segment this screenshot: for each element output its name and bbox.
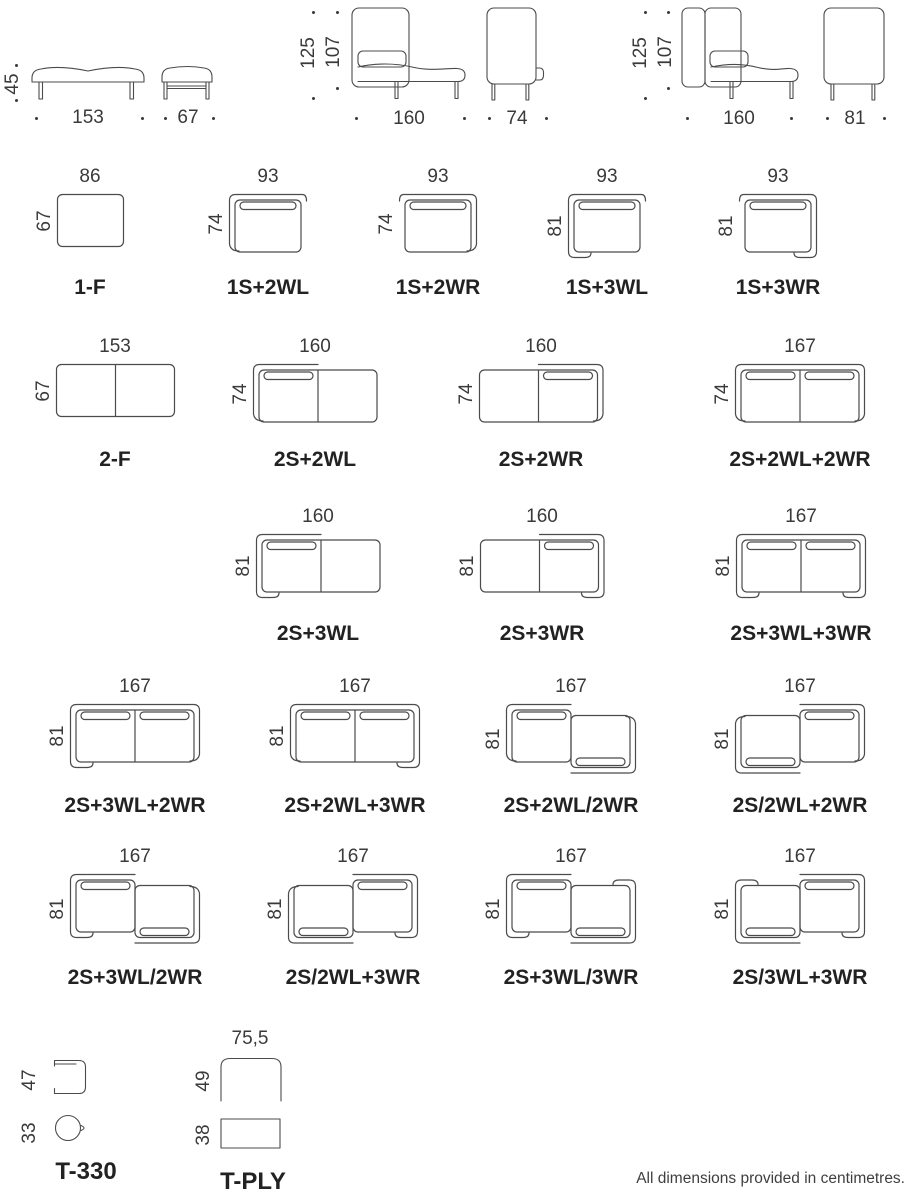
- bench-side-width-dim: 67: [177, 107, 199, 128]
- plan-drawing-2-f: [54, 362, 177, 419]
- plan-drawing-1s-2wr: [397, 192, 479, 255]
- plan-caption: 2S+3WL+2WR: [64, 794, 206, 817]
- plan-drawing-2s-3wr: [478, 532, 607, 600]
- plan-caption: 2S+2WL+2WR: [729, 448, 871, 471]
- plan-caption: 2S+3WR: [499, 622, 585, 645]
- width-dimension: 93: [767, 166, 789, 187]
- chaise81-width-dim: 160: [723, 108, 755, 129]
- plan-drawing-1s-3wl: [566, 192, 648, 260]
- width-dimension: 153: [99, 336, 131, 357]
- depth-dimension: 81: [716, 215, 737, 237]
- plan-drawing-2s-2wl: [251, 362, 380, 425]
- depth-dimension: 81: [47, 898, 68, 920]
- plan-caption: 2S+2WR: [498, 448, 584, 471]
- plan-item-2s-slash-3wl-3wr: [695, 846, 905, 990]
- width-dimension: 167: [119, 676, 151, 697]
- t330-diameter-dim: 33: [19, 1122, 40, 1144]
- t330-top-view: [53, 1113, 99, 1145]
- table-tply: [180, 1028, 330, 1202]
- width-dimension: 167: [784, 336, 816, 357]
- plan-drawing-2s-slash-2wl-2wr: [733, 702, 867, 776]
- chaise81-side-width-dim: 81: [844, 108, 866, 129]
- tply-depth-dim: 38: [193, 1124, 214, 1146]
- depth-dimension: 81: [712, 898, 733, 920]
- plan-caption: 1S+2WR: [395, 276, 481, 299]
- plan-item-2s-2wl-2wr: [695, 336, 905, 472]
- tply-width-dim: 75,5: [231, 1028, 269, 1049]
- plan-item-1s-3wr: [673, 166, 883, 300]
- plan-caption: 2S+3WL/3WR: [503, 966, 639, 989]
- chaise74-back-height-dim: 107: [323, 36, 344, 68]
- chaise81-side-elevation: [822, 6, 888, 104]
- bench-width-dim: 153: [72, 107, 104, 128]
- depth-dimension: 81: [456, 555, 478, 577]
- plan-item-2s-3wr: [437, 506, 647, 646]
- plan-drawing-2s-2wl-3wr: [288, 702, 422, 770]
- depth-dimension: 81: [483, 898, 504, 920]
- width-dimension: 160: [302, 506, 334, 527]
- plan-drawing-2s-3wl-slash-2wr: [68, 872, 202, 946]
- plan-drawing-2s-3wl-slash-3wr: [504, 872, 638, 946]
- width-dimension: 167: [784, 846, 816, 867]
- plan-caption: 2S+2WL/2WR: [503, 794, 639, 817]
- plan-caption: 1S+3WR: [735, 276, 821, 299]
- table-t330: [20, 1050, 160, 1200]
- width-dimension: 167: [337, 846, 369, 867]
- plan-item-2s-3wl-2wr: [30, 676, 240, 818]
- plan-caption: 2S/3WL+3WR: [732, 966, 868, 989]
- chaise81-total-height-dim: 125: [630, 37, 651, 69]
- width-dimension: 160: [526, 506, 558, 527]
- depth-dimension: 81: [545, 215, 566, 237]
- t330-side-view: [53, 1058, 91, 1102]
- plan-drawing-2s-slash-3wl-3wr: [733, 872, 867, 946]
- plan-drawing-1s-2wl: [227, 192, 309, 255]
- depth-dimension: 74: [206, 212, 227, 235]
- depth-dimension: 81: [47, 725, 68, 747]
- plan-caption: 2S+3WL/2WR: [67, 966, 203, 989]
- depth-dimension: 67: [33, 209, 55, 232]
- depth-dimension: 81: [267, 725, 288, 747]
- plan-item-2s-3wl-3wr: [696, 506, 906, 646]
- chaise74-total-height-dim: 125: [298, 37, 319, 69]
- plan-caption: 2-F: [99, 448, 131, 471]
- plan-caption: 2S+3WL: [276, 622, 360, 645]
- tply-height-dim: 49: [193, 1070, 214, 1092]
- plan-drawing-2s-slash-2wl-3wr: [286, 872, 420, 946]
- chaise74-side-elevation: [485, 6, 545, 104]
- chaise74-side-width-dim: 74: [506, 108, 528, 129]
- plan-item-2s-3wl-slash-2wr: [30, 846, 240, 990]
- width-dimension: 93: [257, 166, 279, 187]
- plan-caption: 2S/2WL+2WR: [732, 794, 868, 817]
- plan-item-2s-3wl-slash-3wr: [466, 846, 676, 990]
- bench-side-elevation: [160, 62, 216, 104]
- chaise74-width-dim: 160: [393, 108, 425, 129]
- footer-note: All dimensions provided in centimetres.: [636, 1170, 905, 1187]
- plan-caption: 1S+2WL: [226, 276, 310, 299]
- depth-dimension: 74: [229, 382, 251, 405]
- plan-caption: 2S+2WL+3WR: [284, 794, 426, 817]
- chaise74-front-elevation: [350, 6, 475, 104]
- table-caption: T-330: [55, 1158, 117, 1185]
- plan-drawing-2s-2wl-2wr: [733, 362, 867, 425]
- plan-drawing-2s-2wr: [477, 362, 606, 425]
- depth-dimension: 81: [232, 555, 254, 577]
- depth-dimension: 81: [713, 555, 734, 577]
- plan-item-2s-2wr: [436, 336, 646, 472]
- plan-drawing-1s-3wr: [737, 192, 819, 260]
- plan-caption: 1-F: [74, 276, 106, 299]
- tply-top-view: [220, 1118, 282, 1150]
- depth-dimension: 67: [32, 379, 54, 402]
- table-caption: T-PLY: [220, 1168, 286, 1195]
- plan-drawing-2s-2wl-slash-2wr: [504, 702, 638, 776]
- width-dimension: 86: [79, 166, 101, 187]
- width-dimension: 167: [784, 676, 816, 697]
- depth-dimension: 74: [712, 382, 733, 405]
- plan-item-2s-slash-2wl-3wr: [248, 846, 458, 990]
- plan-caption: 1S+3WL: [565, 276, 649, 299]
- plan-drawing-2s-3wl-3wr: [734, 532, 868, 600]
- width-dimension: 167: [119, 846, 151, 867]
- width-dimension: 93: [427, 166, 449, 187]
- bench-front-elevation: [30, 62, 148, 104]
- plan-caption: 2S/2WL+3WR: [285, 966, 421, 989]
- depth-dimension: 81: [265, 898, 286, 920]
- plan-item-2s-3wl: [213, 506, 423, 646]
- width-dimension: 160: [299, 336, 331, 357]
- tply-side-view: [219, 1054, 283, 1104]
- width-dimension: 167: [785, 506, 817, 527]
- plan-item-2s-slash-2wl-2wr: [695, 676, 905, 818]
- plan-drawing-2s-3wl-2wr: [68, 702, 202, 770]
- width-dimension: 167: [339, 676, 371, 697]
- depth-dimension: 81: [483, 728, 504, 750]
- plan-item-2-f: [10, 336, 220, 472]
- plan-caption: 2S+3WL+3WR: [730, 622, 872, 645]
- plan-caption: 2S+2WL: [273, 448, 357, 471]
- width-dimension: 160: [525, 336, 557, 357]
- bench-height-dim: 45: [2, 73, 23, 95]
- plan-item-2s-2wl-slash-2wr: [466, 676, 676, 818]
- width-dimension: 93: [596, 166, 618, 187]
- depth-dimension: 81: [712, 728, 733, 750]
- depth-dimension: 74: [376, 212, 397, 235]
- depth-dimension: 74: [455, 382, 477, 405]
- chaise81-back-height-dim: 107: [655, 36, 676, 68]
- width-dimension: 167: [555, 676, 587, 697]
- plan-item-2s-2wl-3wr: [250, 676, 460, 818]
- plan-drawing-2s-3wl: [254, 532, 383, 600]
- width-dimension: 167: [555, 846, 587, 867]
- plan-drawing-1-f: [55, 192, 126, 249]
- plan-item-2s-2wl: [210, 336, 420, 472]
- chaise81-front-elevation: [680, 6, 805, 104]
- t330-height-dim: 47: [19, 1069, 40, 1091]
